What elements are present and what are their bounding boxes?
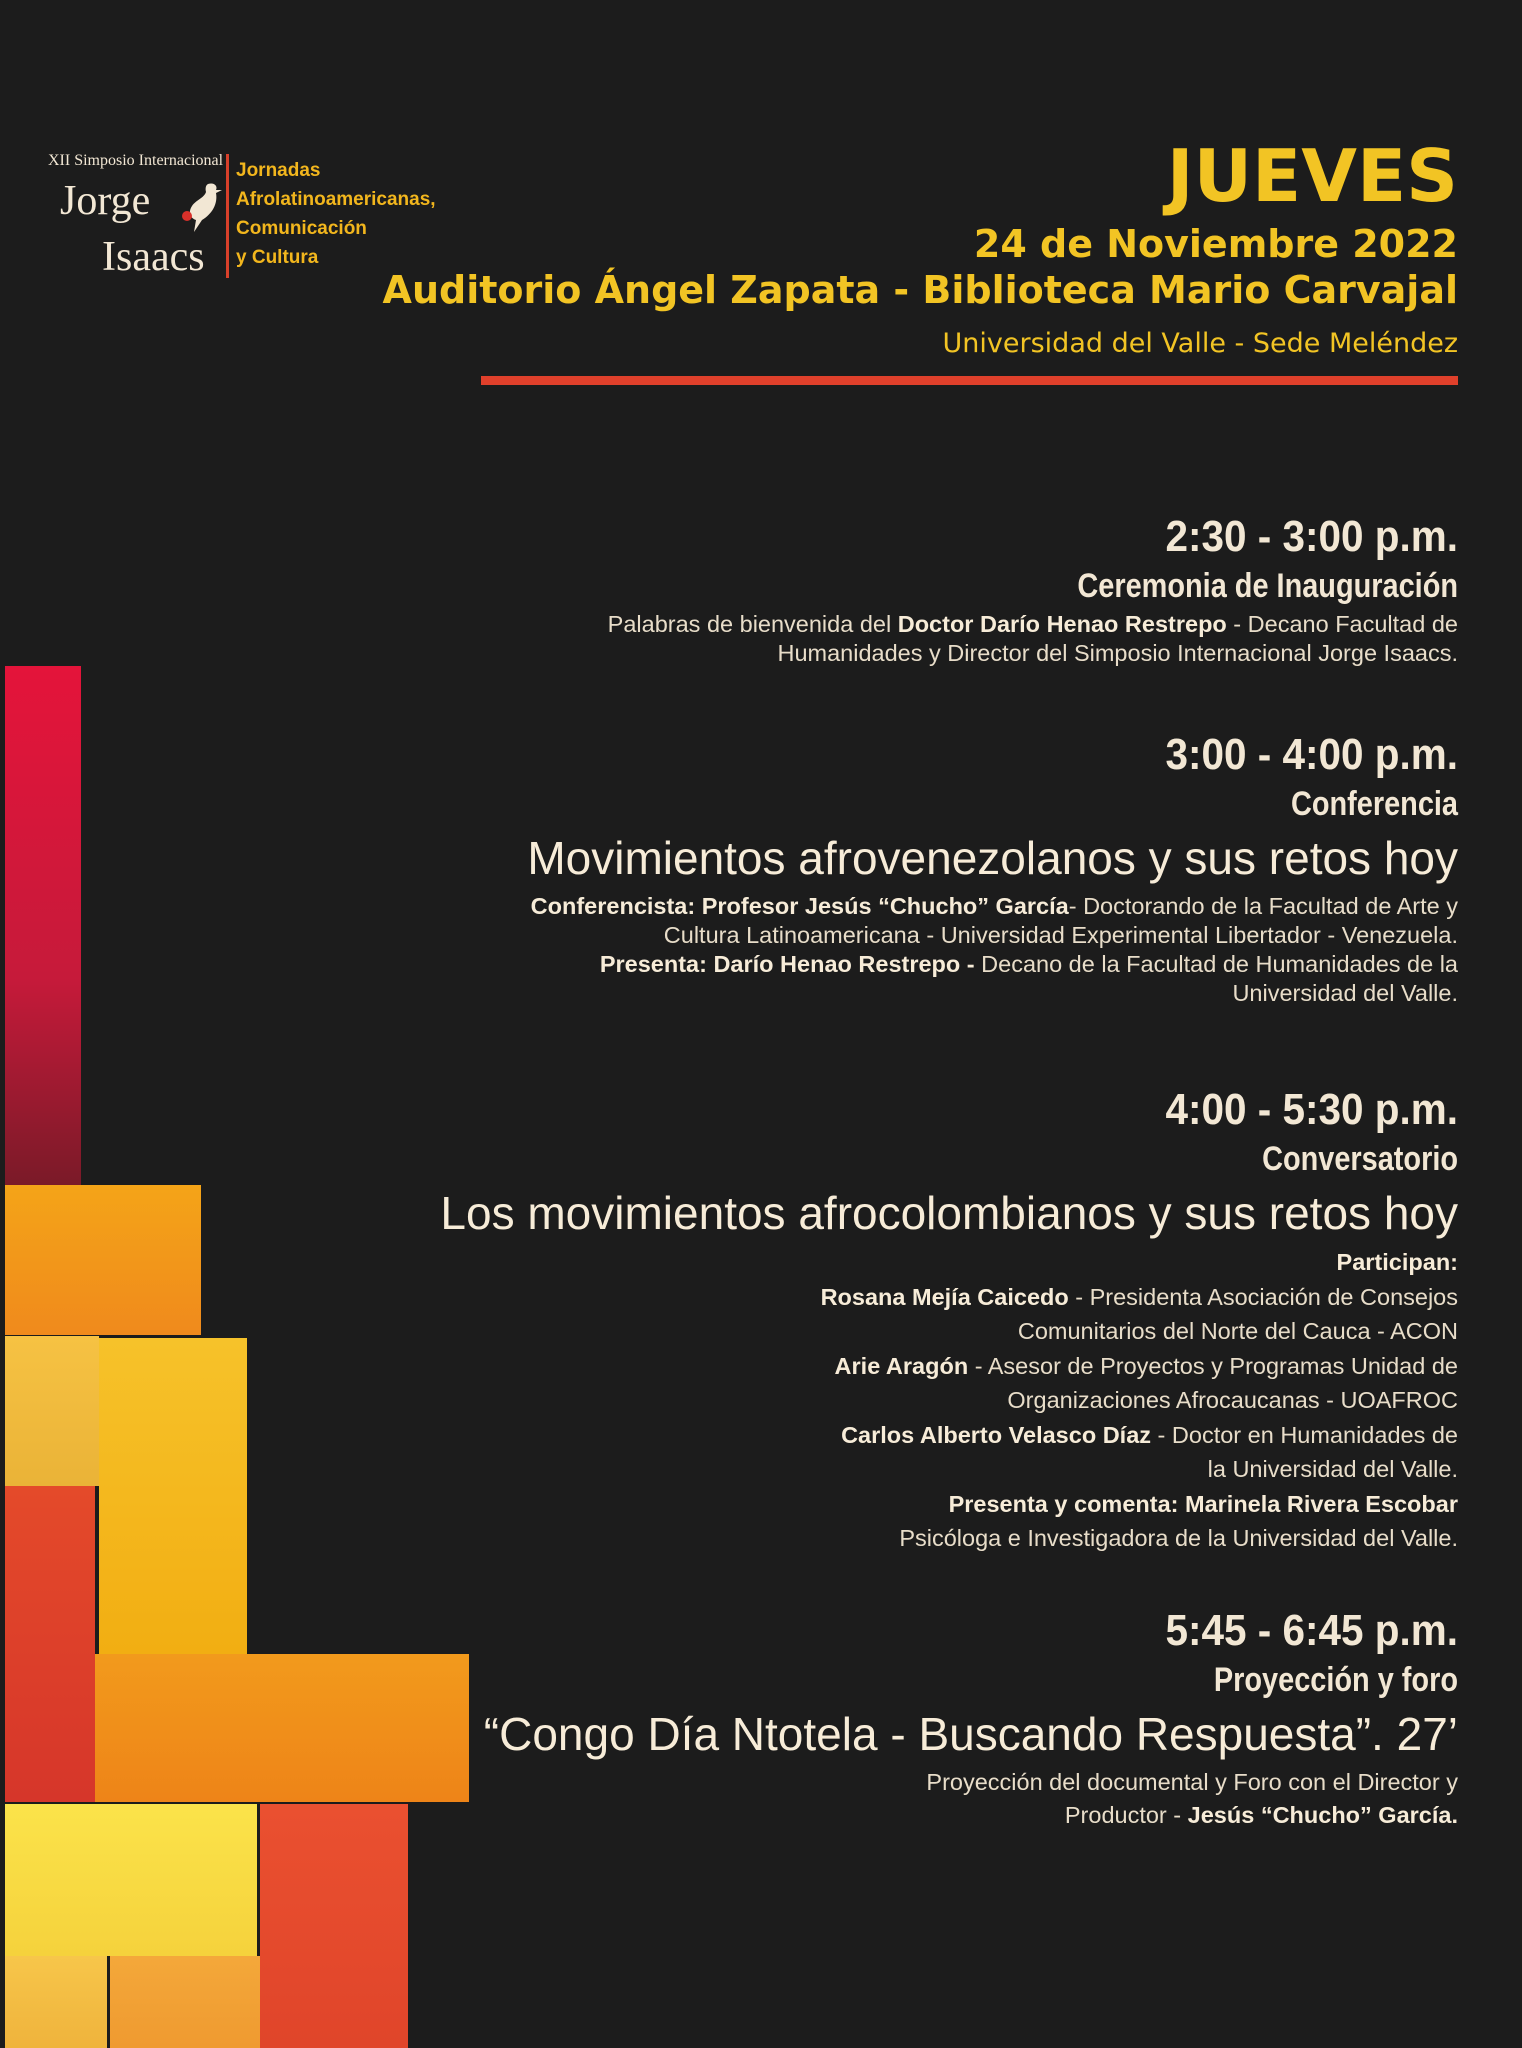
logo-side-text: Jornadas Afrolatinoamericanas, Comunicación y Cultura <box>236 160 436 268</box>
session-inauguration <box>298 510 1458 668</box>
session-time: 5:45 - 6:45 p.m. <box>1165 1606 1458 1655</box>
session-time: 3:00 - 4:00 p.m. <box>1165 730 1458 779</box>
session-time: 2:30 - 3:00 p.m. <box>1165 512 1458 561</box>
header-rule <box>481 376 1458 385</box>
session-conversation <box>298 1083 1458 1556</box>
deco-block-gold <box>99 1338 247 1654</box>
logo-name-first: Jorge <box>60 178 151 224</box>
session-screening <box>298 1604 1458 1832</box>
session-title: Los movimientos afrocolombianos y sus retos hoy <box>440 1187 1458 1239</box>
event-university: Universidad del Valle - Sede Meléndez <box>942 328 1458 359</box>
bird-icon <box>178 178 226 234</box>
deco-block-yellow-small <box>5 1336 99 1486</box>
session-type: Ceremonia de Inauguración <box>1077 567 1458 605</box>
deco-block-red <box>5 1486 95 1802</box>
event-day: JUEVES <box>1166 134 1458 218</box>
session-description: Conferencista: Profesor Jesús “Chucho” García- Doctorando de la Facultad de Arte y Cultura Latinoamericana - Universidad Experimental Libertador - Venezuela. Presenta: Darío Henao Restrepo - Decano de la Facultad de Humanidades de la Universidad del Valle. <box>530 893 1458 1006</box>
session-title: “Congo Día Ntotela - Buscando Respuesta”. 27’ <box>483 1708 1458 1760</box>
session-time: 4:00 - 5:30 p.m. <box>1165 1085 1458 1134</box>
logo-edition: XII Simposio Internacional <box>48 152 224 169</box>
session-conference <box>298 728 1458 1008</box>
deco-block-crimson <box>5 666 81 1186</box>
session-participants: Participan: Rosana Mejía Caicedo - Presidenta Asociación de Consejos Comunitarios del Norte del Cauca - ACON Arie Aragón - Asesor de Proyectos y Programas Unidad de Organizaciones Afrocaucanas - UOAFROC Carlos Alberto Velasco Díaz - Doctor en Humanidades de la Universidad del Valle. Presenta y comenta: Marinela Rivera Escobar Psicóloga e Investigadora de la Universidad del Valle. <box>820 1249 1458 1551</box>
event-date: 24 de Noviembre 2022 <box>973 222 1458 266</box>
deco-block-red-tall <box>260 1804 408 2048</box>
session-type: Conversatorio <box>1262 1140 1458 1178</box>
deco-block-orange <box>5 1185 201 1335</box>
logo-name-last: Isaacs <box>102 234 205 280</box>
session-type: Proyección y foro <box>1213 1661 1458 1699</box>
deco-block-light-yellow <box>5 1804 257 1956</box>
session-type: Conferencia <box>1290 785 1458 823</box>
logo-divider <box>226 154 229 278</box>
deco-block-bottom-yellow <box>5 1956 107 2048</box>
deco-block-wide-orange <box>95 1654 469 1802</box>
session-description: Palabras de bienvenida del Doctor Darío Henao Restrepo - Decano Facultad de Humanidades y Director del Simposio Internacional Jorge Isaacs. <box>607 611 1458 666</box>
deco-block-bottom-orange <box>110 1956 260 2048</box>
session-description: Proyección del documental y Foro con el Director y Productor - Jesús “Chucho” García. <box>926 1769 1458 1828</box>
event-venue: Auditorio Ángel Zapata - Biblioteca Mario Carvajal <box>382 268 1458 312</box>
session-title: Movimientos afrovenezolanos y sus retos hoy <box>527 832 1458 884</box>
